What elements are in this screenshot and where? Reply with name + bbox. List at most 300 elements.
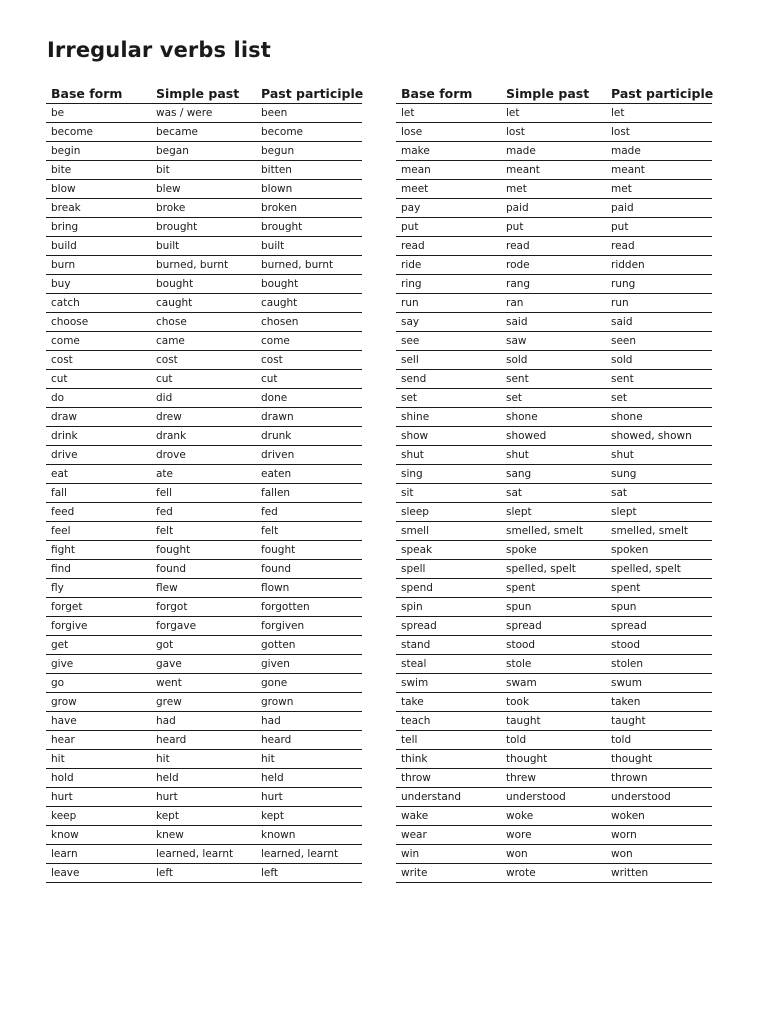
- cell-base-form: see: [396, 332, 501, 351]
- cell-past-participle: begun: [256, 142, 362, 161]
- cell-base-form: build: [46, 237, 151, 256]
- table-row: [396, 484, 712, 503]
- cell-base-form: keep: [46, 807, 151, 826]
- cell-past-participle: stolen: [606, 655, 712, 674]
- cell-simple-past: slept: [501, 503, 606, 522]
- table-row: [396, 465, 712, 484]
- cell-past-participle: gotten: [256, 636, 362, 655]
- cell-simple-past: shone: [501, 408, 606, 427]
- cell-past-participle: found: [256, 560, 362, 579]
- cell-base-form: cost: [46, 351, 151, 370]
- cell-past-participle: built: [256, 237, 362, 256]
- cell-simple-past: set: [501, 389, 606, 408]
- cell-simple-past: drew: [151, 408, 256, 427]
- verbs-table-right-body: [396, 104, 712, 883]
- cell-base-form: be: [46, 104, 151, 123]
- table-row: [46, 655, 362, 674]
- cell-past-participle: slept: [606, 503, 712, 522]
- cell-simple-past: bought: [151, 275, 256, 294]
- cell-base-form: win: [396, 845, 501, 864]
- cell-simple-past: found: [151, 560, 256, 579]
- cell-past-participle: woken: [606, 807, 712, 826]
- cell-past-participle: lost: [606, 123, 712, 142]
- cell-past-participle: gone: [256, 674, 362, 693]
- table-row: [46, 332, 362, 351]
- cell-base-form: stand: [396, 636, 501, 655]
- cell-simple-past: drank: [151, 427, 256, 446]
- cell-past-participle: become: [256, 123, 362, 142]
- cell-past-participle: told: [606, 731, 712, 750]
- cell-past-participle: stood: [606, 636, 712, 655]
- cell-past-participle: paid: [606, 199, 712, 218]
- cell-past-participle: flown: [256, 579, 362, 598]
- cell-simple-past: meant: [501, 161, 606, 180]
- page-title: Irregular verbs list: [47, 38, 271, 62]
- cell-simple-past: met: [501, 180, 606, 199]
- cell-past-participle: spread: [606, 617, 712, 636]
- table-row: [396, 256, 712, 275]
- table-row: [46, 693, 362, 712]
- cell-past-participle: run: [606, 294, 712, 313]
- table-row: [396, 541, 712, 560]
- cell-base-form: hear: [46, 731, 151, 750]
- cell-simple-past: forgave: [151, 617, 256, 636]
- cell-past-participle: chosen: [256, 313, 362, 332]
- table-row: [46, 142, 362, 161]
- cell-simple-past: rode: [501, 256, 606, 275]
- table-row: [46, 389, 362, 408]
- cell-simple-past: saw: [501, 332, 606, 351]
- cell-base-form: go: [46, 674, 151, 693]
- cell-past-participle: understood: [606, 788, 712, 807]
- cell-simple-past: spent: [501, 579, 606, 598]
- table-row: [396, 769, 712, 788]
- table-row: [396, 636, 712, 655]
- cell-base-form: swim: [396, 674, 501, 693]
- table-row: [46, 370, 362, 389]
- cell-past-participle: worn: [606, 826, 712, 845]
- cell-past-participle: drunk: [256, 427, 362, 446]
- cell-past-participle: written: [606, 864, 712, 883]
- table-row: [46, 541, 362, 560]
- cell-base-form: write: [396, 864, 501, 883]
- cell-simple-past: caught: [151, 294, 256, 313]
- cell-simple-past: became: [151, 123, 256, 142]
- cell-base-form: show: [396, 427, 501, 446]
- cell-base-form: have: [46, 712, 151, 731]
- cell-base-form: grow: [46, 693, 151, 712]
- cell-base-form: know: [46, 826, 151, 845]
- table-row: [396, 655, 712, 674]
- cell-past-participle: had: [256, 712, 362, 731]
- cell-base-form: come: [46, 332, 151, 351]
- cell-past-participle: showed, shown: [606, 427, 712, 446]
- header-simple-past: Simple past: [151, 84, 256, 104]
- table-row: [396, 807, 712, 826]
- cell-simple-past: knew: [151, 826, 256, 845]
- header-simple-past: Simple past: [501, 84, 606, 104]
- cell-base-form: let: [396, 104, 501, 123]
- cell-simple-past: threw: [501, 769, 606, 788]
- cell-base-form: spread: [396, 617, 501, 636]
- cell-base-form: drive: [46, 446, 151, 465]
- cell-past-participle: taken: [606, 693, 712, 712]
- cell-base-form: bring: [46, 218, 151, 237]
- cell-past-participle: left: [256, 864, 362, 883]
- table-row: [396, 598, 712, 617]
- cell-past-participle: bitten: [256, 161, 362, 180]
- table-row: [46, 731, 362, 750]
- header-base-form: Base form: [46, 84, 151, 104]
- cell-base-form: wake: [396, 807, 501, 826]
- cell-past-participle: given: [256, 655, 362, 674]
- cell-simple-past: said: [501, 313, 606, 332]
- cell-past-participle: eaten: [256, 465, 362, 484]
- cell-past-participle: fought: [256, 541, 362, 560]
- cell-simple-past: read: [501, 237, 606, 256]
- cell-simple-past: cut: [151, 370, 256, 389]
- cell-past-participle: hit: [256, 750, 362, 769]
- cell-past-participle: meant: [606, 161, 712, 180]
- table-row: [396, 275, 712, 294]
- cell-simple-past: spun: [501, 598, 606, 617]
- cell-simple-past: held: [151, 769, 256, 788]
- cell-simple-past: burned, burnt: [151, 256, 256, 275]
- cell-simple-past: forgot: [151, 598, 256, 617]
- cell-past-participle: spun: [606, 598, 712, 617]
- cell-base-form: hold: [46, 769, 151, 788]
- table-row: [46, 446, 362, 465]
- cell-simple-past: understood: [501, 788, 606, 807]
- cell-simple-past: was / were: [151, 104, 256, 123]
- cell-base-form: give: [46, 655, 151, 674]
- table-row: [396, 731, 712, 750]
- cell-simple-past: made: [501, 142, 606, 161]
- cell-past-participle: broken: [256, 199, 362, 218]
- cell-past-participle: felt: [256, 522, 362, 541]
- table-row: [46, 294, 362, 313]
- cell-past-participle: set: [606, 389, 712, 408]
- cell-simple-past: brought: [151, 218, 256, 237]
- table-row: [46, 484, 362, 503]
- cell-base-form: wear: [396, 826, 501, 845]
- cell-past-participle: swum: [606, 674, 712, 693]
- table-row: [396, 408, 712, 427]
- cell-base-form: bite: [46, 161, 151, 180]
- cell-past-participle: drawn: [256, 408, 362, 427]
- table-row: [46, 123, 362, 142]
- table-row: [396, 826, 712, 845]
- cell-past-participle: ridden: [606, 256, 712, 275]
- cell-past-participle: kept: [256, 807, 362, 826]
- table-row: [46, 845, 362, 864]
- cell-past-participle: shut: [606, 446, 712, 465]
- cell-past-participle: bought: [256, 275, 362, 294]
- cell-past-participle: burned, burnt: [256, 256, 362, 275]
- cell-past-participle: sent: [606, 370, 712, 389]
- cell-past-participle: heard: [256, 731, 362, 750]
- cell-past-participle: taught: [606, 712, 712, 731]
- cell-base-form: spend: [396, 579, 501, 598]
- cell-past-participle: forgiven: [256, 617, 362, 636]
- cell-past-participle: blown: [256, 180, 362, 199]
- table-row: [46, 180, 362, 199]
- cell-simple-past: built: [151, 237, 256, 256]
- cell-past-participle: caught: [256, 294, 362, 313]
- table-row: [46, 465, 362, 484]
- cell-simple-past: lost: [501, 123, 606, 142]
- cell-simple-past: smelled, smelt: [501, 522, 606, 541]
- header-past-participle: Past participle: [256, 84, 362, 104]
- cell-base-form: drink: [46, 427, 151, 446]
- table-row: [396, 560, 712, 579]
- cell-base-form: spin: [396, 598, 501, 617]
- cell-simple-past: shut: [501, 446, 606, 465]
- cell-past-participle: spelled, spelt: [606, 560, 712, 579]
- cell-past-participle: smelled, smelt: [606, 522, 712, 541]
- table-row: [396, 674, 712, 693]
- cell-simple-past: told: [501, 731, 606, 750]
- cell-simple-past: cost: [151, 351, 256, 370]
- cell-base-form: fight: [46, 541, 151, 560]
- cell-simple-past: left: [151, 864, 256, 883]
- cell-simple-past: learned, learnt: [151, 845, 256, 864]
- cell-past-participle: fed: [256, 503, 362, 522]
- cell-past-participle: thrown: [606, 769, 712, 788]
- cell-simple-past: broke: [151, 199, 256, 218]
- cell-simple-past: began: [151, 142, 256, 161]
- cell-simple-past: swam: [501, 674, 606, 693]
- table-row: [46, 598, 362, 617]
- table-row: [46, 161, 362, 180]
- cell-simple-past: hurt: [151, 788, 256, 807]
- table-row: [46, 237, 362, 256]
- table-row: [46, 807, 362, 826]
- header-past-participle: Past participle: [606, 84, 712, 104]
- cell-past-participle: known: [256, 826, 362, 845]
- cell-past-participle: done: [256, 389, 362, 408]
- table-row: [396, 427, 712, 446]
- cell-simple-past: kept: [151, 807, 256, 826]
- cell-past-participle: said: [606, 313, 712, 332]
- cell-simple-past: flew: [151, 579, 256, 598]
- table-row: [396, 446, 712, 465]
- cell-simple-past: blew: [151, 180, 256, 199]
- cell-past-participle: met: [606, 180, 712, 199]
- table-row: [396, 750, 712, 769]
- cell-past-participle: rung: [606, 275, 712, 294]
- cell-past-participle: sold: [606, 351, 712, 370]
- cell-base-form: send: [396, 370, 501, 389]
- cell-simple-past: spread: [501, 617, 606, 636]
- cell-base-form: make: [396, 142, 501, 161]
- cell-base-form: understand: [396, 788, 501, 807]
- cell-base-form: choose: [46, 313, 151, 332]
- cell-base-form: put: [396, 218, 501, 237]
- cell-base-form: learn: [46, 845, 151, 864]
- cell-base-form: shine: [396, 408, 501, 427]
- cell-base-form: ring: [396, 275, 501, 294]
- cell-simple-past: ate: [151, 465, 256, 484]
- table-row: [46, 427, 362, 446]
- cell-base-form: get: [46, 636, 151, 655]
- table-row: [396, 199, 712, 218]
- table-row: [396, 104, 712, 123]
- table-row: [46, 826, 362, 845]
- cell-past-participle: seen: [606, 332, 712, 351]
- cell-base-form: find: [46, 560, 151, 579]
- cell-base-form: tell: [396, 731, 501, 750]
- cell-simple-past: ran: [501, 294, 606, 313]
- cell-base-form: hit: [46, 750, 151, 769]
- cell-base-form: cut: [46, 370, 151, 389]
- cell-simple-past: spoke: [501, 541, 606, 560]
- cell-base-form: read: [396, 237, 501, 256]
- table-row: [46, 788, 362, 807]
- verbs-table-right: [396, 84, 712, 883]
- table-row: [396, 123, 712, 142]
- cell-simple-past: sang: [501, 465, 606, 484]
- cell-past-participle: been: [256, 104, 362, 123]
- cell-simple-past: stole: [501, 655, 606, 674]
- cell-past-participle: hurt: [256, 788, 362, 807]
- cell-simple-past: chose: [151, 313, 256, 332]
- cell-base-form: fall: [46, 484, 151, 503]
- table-row: [46, 275, 362, 294]
- cell-base-form: hurt: [46, 788, 151, 807]
- cell-base-form: steal: [396, 655, 501, 674]
- table-row: [46, 313, 362, 332]
- cell-past-participle: shone: [606, 408, 712, 427]
- cell-base-form: buy: [46, 275, 151, 294]
- cell-simple-past: thought: [501, 750, 606, 769]
- cell-base-form: burn: [46, 256, 151, 275]
- cell-base-form: say: [396, 313, 501, 332]
- table-row: [46, 560, 362, 579]
- table-row: [396, 788, 712, 807]
- cell-simple-past: fought: [151, 541, 256, 560]
- table-row: [396, 617, 712, 636]
- cell-simple-past: let: [501, 104, 606, 123]
- table-row: [46, 750, 362, 769]
- header-row: [46, 84, 362, 104]
- cell-past-participle: sung: [606, 465, 712, 484]
- table-row: [396, 389, 712, 408]
- table-row: [46, 769, 362, 788]
- cell-simple-past: spelled, spelt: [501, 560, 606, 579]
- table-row: [396, 503, 712, 522]
- table-row: [396, 313, 712, 332]
- table-row: [46, 712, 362, 731]
- cell-past-participle: read: [606, 237, 712, 256]
- cell-base-form: leave: [46, 864, 151, 883]
- cell-past-participle: let: [606, 104, 712, 123]
- table-row: [46, 104, 362, 123]
- cell-simple-past: did: [151, 389, 256, 408]
- cell-past-participle: fallen: [256, 484, 362, 503]
- table-row: [396, 237, 712, 256]
- cell-base-form: forget: [46, 598, 151, 617]
- table-row: [46, 674, 362, 693]
- cell-base-form: draw: [46, 408, 151, 427]
- cell-base-form: feel: [46, 522, 151, 541]
- cell-base-form: forgive: [46, 617, 151, 636]
- cell-base-form: smell: [396, 522, 501, 541]
- cell-simple-past: had: [151, 712, 256, 731]
- cell-simple-past: heard: [151, 731, 256, 750]
- cell-simple-past: wrote: [501, 864, 606, 883]
- table-row: [46, 408, 362, 427]
- cell-base-form: set: [396, 389, 501, 408]
- cell-simple-past: bit: [151, 161, 256, 180]
- cell-base-form: become: [46, 123, 151, 142]
- verbs-table-left-body: [46, 104, 362, 883]
- table-row: [396, 370, 712, 389]
- cell-past-participle: forgotten: [256, 598, 362, 617]
- cell-base-form: teach: [396, 712, 501, 731]
- cell-past-participle: won: [606, 845, 712, 864]
- cell-simple-past: paid: [501, 199, 606, 218]
- cell-simple-past: won: [501, 845, 606, 864]
- cell-simple-past: got: [151, 636, 256, 655]
- table-row: [396, 693, 712, 712]
- cell-base-form: fly: [46, 579, 151, 598]
- cell-simple-past: put: [501, 218, 606, 237]
- header-row: [396, 84, 712, 104]
- cell-simple-past: woke: [501, 807, 606, 826]
- table-row: [396, 332, 712, 351]
- cell-past-participle: learned, learnt: [256, 845, 362, 864]
- cell-past-participle: put: [606, 218, 712, 237]
- cell-past-participle: sat: [606, 484, 712, 503]
- table-row: [396, 180, 712, 199]
- cell-past-participle: come: [256, 332, 362, 351]
- table-row: [396, 142, 712, 161]
- table-row: [396, 161, 712, 180]
- cell-base-form: shut: [396, 446, 501, 465]
- table-row: [46, 256, 362, 275]
- cell-past-participle: grown: [256, 693, 362, 712]
- cell-base-form: sing: [396, 465, 501, 484]
- table-row: [46, 522, 362, 541]
- cell-simple-past: came: [151, 332, 256, 351]
- table-row: [46, 864, 362, 883]
- cell-base-form: begin: [46, 142, 151, 161]
- cell-simple-past: showed: [501, 427, 606, 446]
- cell-base-form: sell: [396, 351, 501, 370]
- cell-base-form: sleep: [396, 503, 501, 522]
- cell-simple-past: rang: [501, 275, 606, 294]
- cell-simple-past: gave: [151, 655, 256, 674]
- table-row: [46, 199, 362, 218]
- table-row: [396, 864, 712, 883]
- table-row: [396, 712, 712, 731]
- cell-simple-past: fell: [151, 484, 256, 503]
- cell-simple-past: taught: [501, 712, 606, 731]
- table-row: [46, 351, 362, 370]
- cell-simple-past: drove: [151, 446, 256, 465]
- cell-past-participle: driven: [256, 446, 362, 465]
- cell-simple-past: sent: [501, 370, 606, 389]
- cell-base-form: do: [46, 389, 151, 408]
- cell-base-form: take: [396, 693, 501, 712]
- cell-past-participle: held: [256, 769, 362, 788]
- cell-base-form: pay: [396, 199, 501, 218]
- cell-base-form: ride: [396, 256, 501, 275]
- cell-past-participle: brought: [256, 218, 362, 237]
- table-row: [396, 351, 712, 370]
- cell-simple-past: sold: [501, 351, 606, 370]
